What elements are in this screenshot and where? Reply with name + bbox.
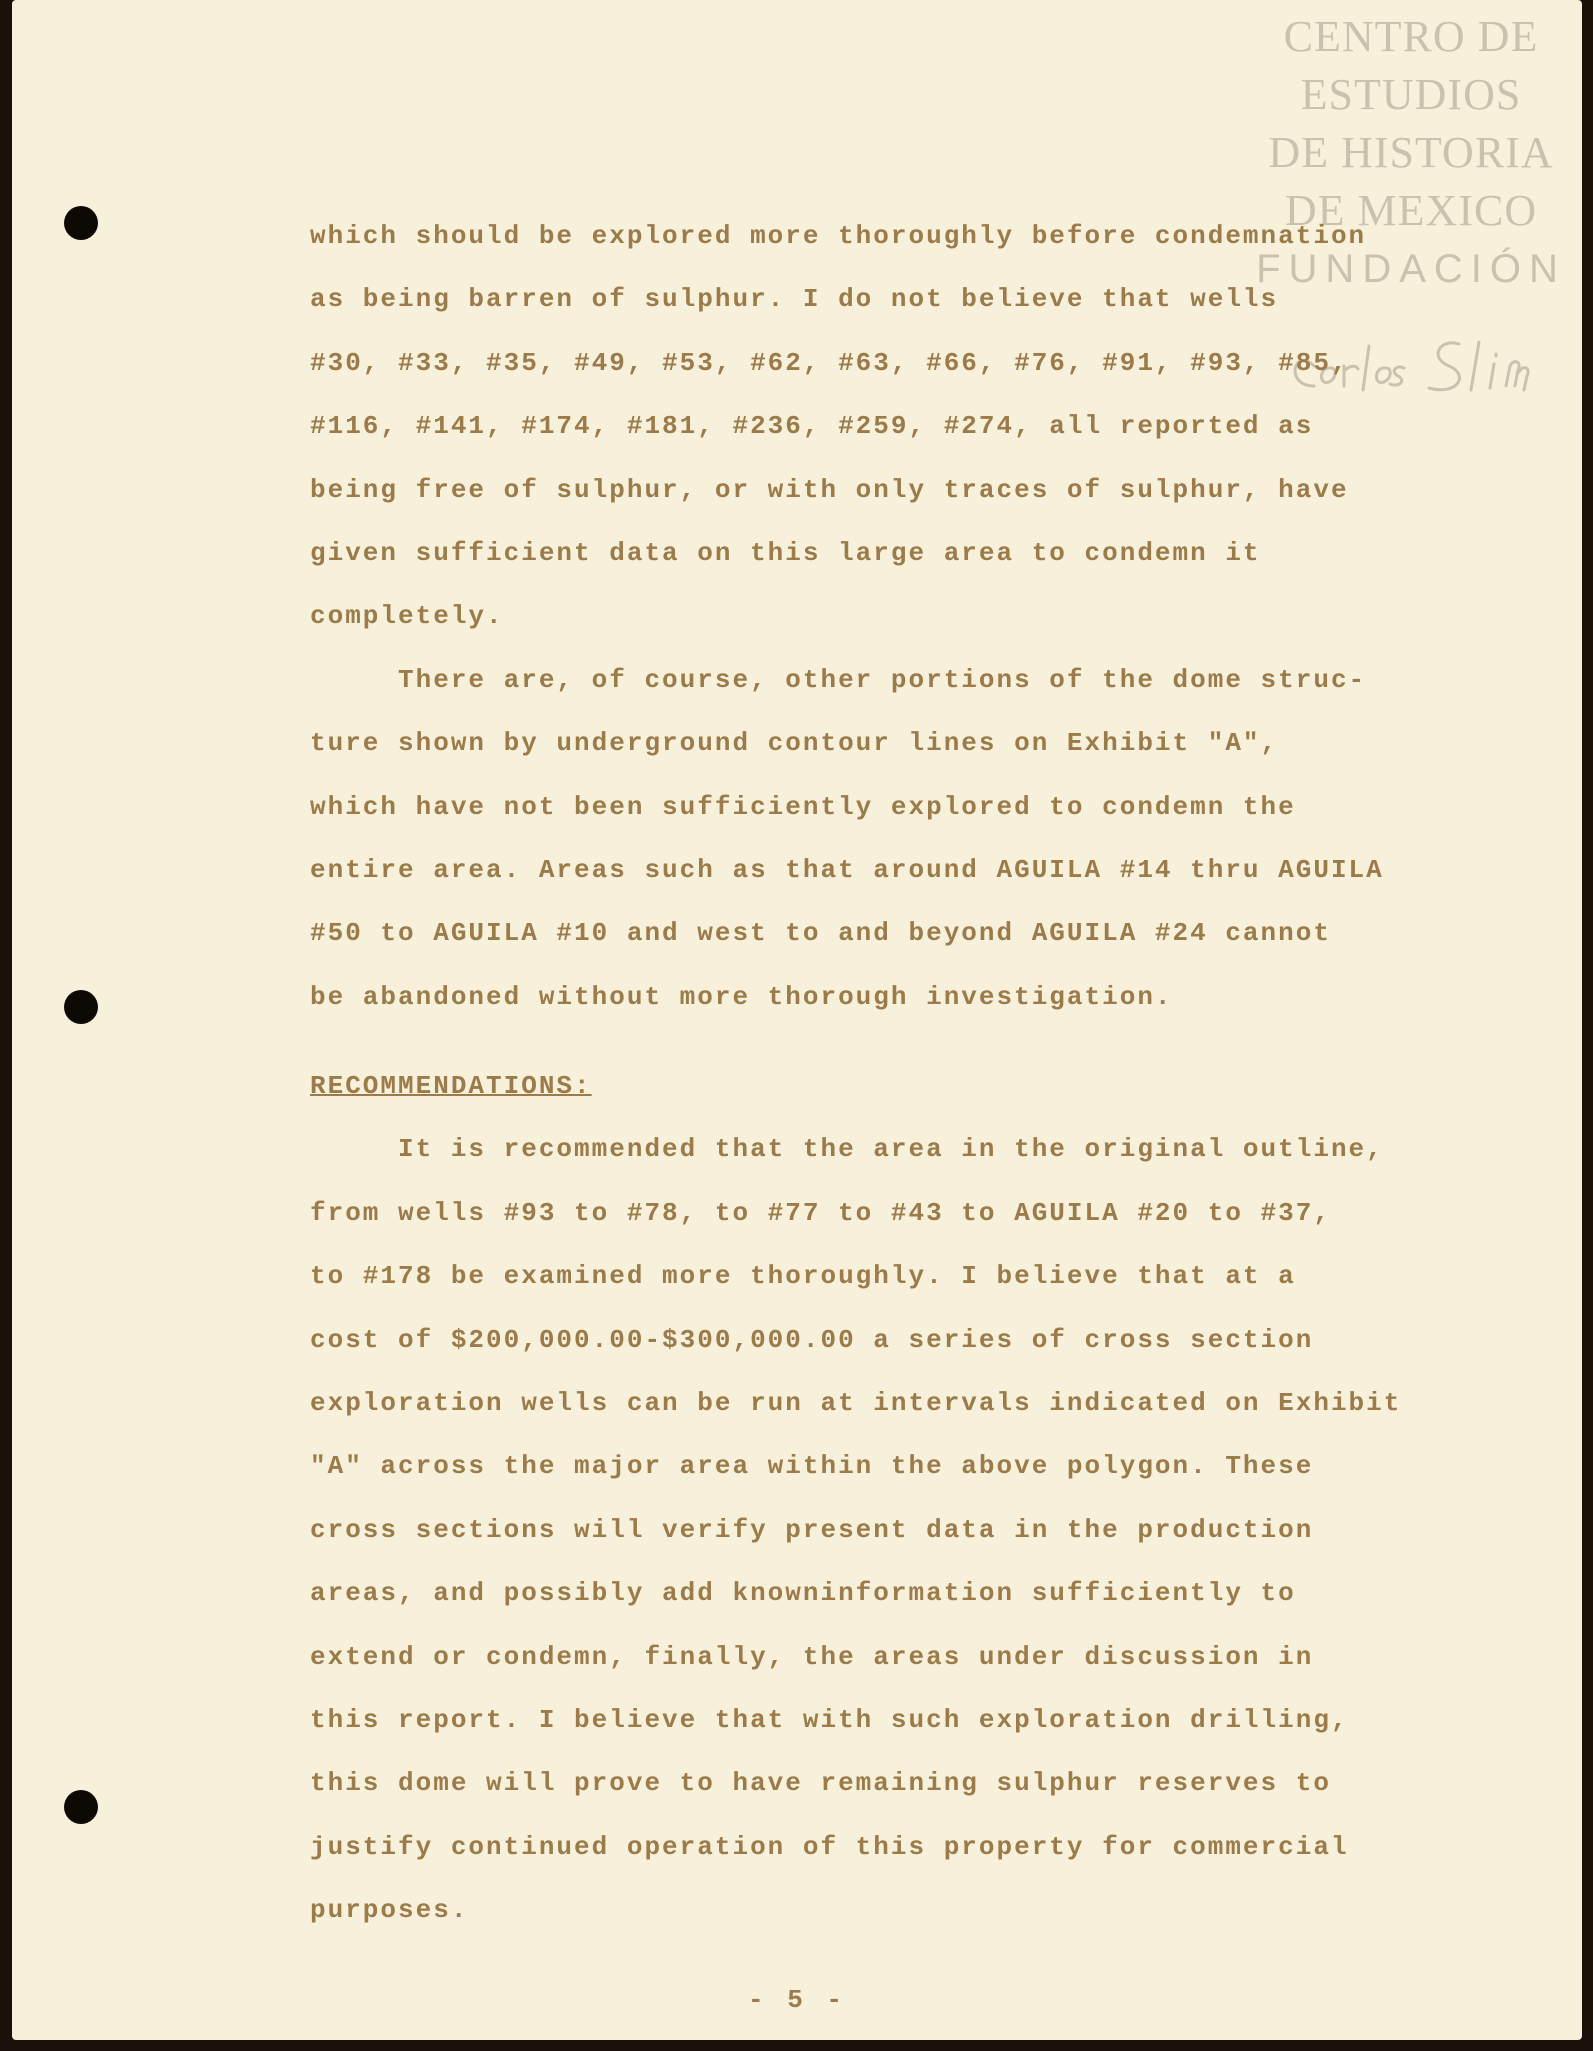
text-line: entire area. Areas such as that around AGUILA #14 thru AGUILA	[310, 854, 1384, 885]
text-line: #116, #141, #174, #181, #236, #259, #274, all reported as	[310, 411, 1314, 442]
text-line: as being barren of sulphur. I do not believe that wells	[310, 284, 1279, 315]
text-line: areas, and possibly add knowninformation sufficiently to	[310, 1578, 1296, 1609]
text-line: this dome will prove to have remaining sulphur reserves to	[310, 1768, 1331, 1799]
text-line: which have not been sufficiently explored to condemn the	[310, 791, 1296, 822]
paragraph-other-portions	[310, 649, 1490, 1029]
document-page	[12, 0, 1582, 2040]
watermark-line: ESTUDIOS	[1300, 70, 1522, 119]
watermark-line: FUNDACIÓN	[1256, 247, 1566, 291]
text-line: It is recommended that the area in the original outline,	[310, 1134, 1384, 1165]
text-line: #50 to AGUILA #10 and west to and beyond AGUILA #24 cannot	[310, 918, 1331, 949]
watermark-line: DE HISTORIA	[1268, 128, 1554, 177]
punch-hole-middle	[64, 990, 98, 1024]
paragraph-continuation	[310, 205, 1490, 649]
text-line: cost of $200,000.00-$300,000.00 a series of cross section	[310, 1324, 1314, 1355]
paragraph-recommendation	[310, 1118, 1490, 1942]
text-line: exploration wells can be run at intervals indicated on Exhibit	[310, 1388, 1402, 1419]
text-line: There are, of course, other portions of the dome struc-	[310, 664, 1367, 695]
text-line: to #178 be examined more thoroughly. I believe that at a	[310, 1261, 1296, 1292]
punch-hole-bottom	[64, 1790, 98, 1824]
text-line: #30, #33, #35, #49, #53, #62, #63, #66, #76, #91, #93, #85,	[310, 347, 1349, 378]
text-line: ture shown by underground contour lines on Exhibit "A",	[310, 728, 1279, 759]
text-line: being free of sulphur, or with only traces of sulphur, have	[310, 474, 1349, 505]
text-line: from wells #93 to #78, to #77 to #43 to AGUILA #20 to #37,	[310, 1197, 1331, 1228]
text-line: be abandoned without more thorough investigation.	[310, 981, 1173, 1012]
text-line: given sufficient data on this large area to condemn it	[310, 537, 1261, 568]
watermark-line: CENTRO DE	[1283, 12, 1539, 61]
section-heading: RECOMMENDATIONS:	[310, 1071, 592, 1102]
typewritten-body	[310, 205, 1490, 1943]
text-line: purposes.	[310, 1895, 469, 1926]
page-number: - 5 -	[747, 1985, 846, 2015]
text-line: this report. I believe that with such exploration drilling,	[310, 1704, 1349, 1735]
text-line: justify continued operation of this property for commercial	[310, 1831, 1349, 1862]
text-line: cross sections will verify present data in the production	[310, 1514, 1314, 1545]
watermark-line: DE MEXICO	[1284, 186, 1538, 235]
text-line: "A" across the major area within the above polygon. These	[310, 1451, 1314, 1482]
punch-hole-top	[64, 206, 98, 240]
text-line: which should be explored more thoroughly before condemnation	[310, 221, 1367, 251]
text-line: completely.	[310, 601, 504, 632]
text-line: extend or condemn, finally, the areas under discussion in	[310, 1641, 1314, 1672]
